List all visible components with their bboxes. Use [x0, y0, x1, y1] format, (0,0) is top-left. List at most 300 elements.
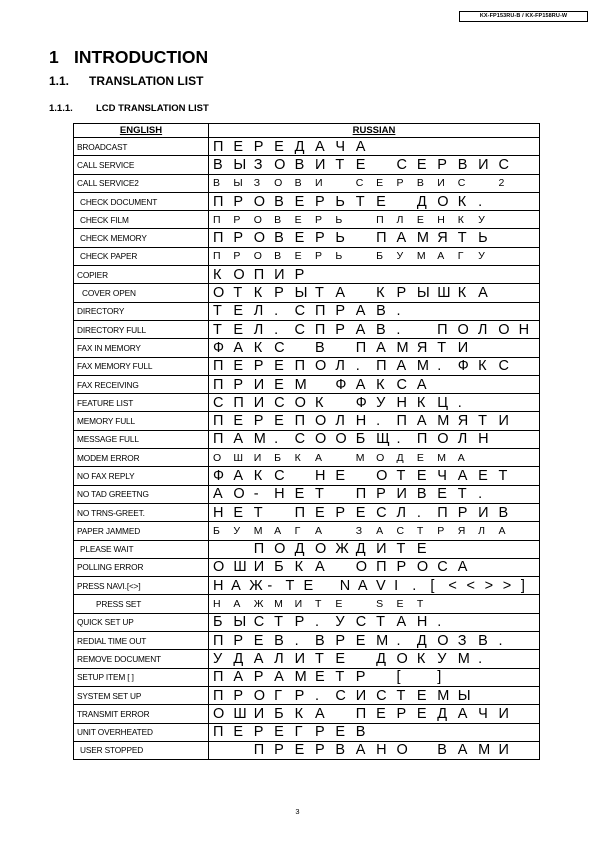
lcd-char: N: [339, 577, 351, 594]
lcd-char: И: [396, 486, 407, 503]
lcd-char: О: [498, 321, 510, 338]
english-term: PRESS SET: [74, 595, 209, 613]
lcd-char: П: [213, 669, 224, 686]
lcd-char: [: [396, 669, 401, 686]
russian-term: [209, 723, 540, 741]
lcd-char: Р: [233, 632, 244, 649]
lcd-char: Р: [253, 724, 264, 741]
russian-term: [209, 741, 540, 759]
lcd-char: Н: [376, 742, 387, 759]
lcd-char: П: [294, 504, 305, 521]
lcd-char: А: [376, 524, 384, 537]
lcd-char: Н: [314, 467, 326, 484]
lcd-char: П: [213, 687, 224, 704]
lcd-char: У: [376, 394, 386, 411]
lcd-char: Т: [396, 541, 406, 558]
lcd-char: М: [416, 250, 426, 263]
lcd-char: [335, 525, 355, 537]
english-term: CHECK MEMORY: [74, 229, 209, 247]
russian-term: [209, 577, 540, 595]
english-term: CALL SERVICE2: [74, 174, 209, 192]
russian-term: [209, 394, 540, 412]
lcd-char: .: [478, 193, 483, 210]
lcd-char: Е: [335, 598, 343, 611]
lcd-char: М: [457, 650, 470, 667]
lcd-char: С: [294, 431, 306, 448]
lcd-char: Т: [314, 598, 322, 611]
lcd-char: ]: [520, 577, 525, 594]
lcd-char: [478, 177, 498, 189]
lcd-char: О: [416, 559, 429, 576]
lcd-char: О: [314, 541, 327, 558]
lcd-char: Р: [314, 193, 325, 210]
lcd-char: А: [314, 138, 325, 155]
lcd-char: [335, 177, 355, 189]
english-term: NO TAD GREETNG: [74, 485, 209, 503]
lcd-char: Е: [294, 250, 302, 263]
lcd-char: В: [376, 303, 386, 320]
russian-term: [209, 449, 540, 467]
lcd-char: К: [314, 394, 324, 411]
lcd-char: Р: [253, 138, 264, 155]
english-term: DIRECTORY: [74, 302, 209, 320]
table-row: [74, 577, 540, 595]
lcd-char: В: [457, 156, 468, 173]
lcd-char: С: [396, 524, 405, 537]
lcd-char: [335, 452, 355, 464]
lcd-char: П: [294, 413, 305, 430]
lcd-char: .: [355, 358, 360, 375]
lcd-char: Е: [274, 138, 284, 155]
russian-term: [209, 540, 540, 558]
lcd-char: Л: [253, 321, 264, 338]
lcd-char: Е: [335, 650, 346, 667]
lcd-char: Ц: [437, 394, 449, 411]
lcd-char: М: [253, 431, 266, 448]
russian-lcd-characters: [209, 467, 539, 484]
lcd-char: Р: [396, 285, 407, 302]
lcd-char: .: [274, 303, 279, 320]
lcd-char: П: [355, 705, 367, 722]
lcd-char: Е: [294, 742, 305, 759]
lcd-char: Ы: [233, 177, 243, 190]
lcd-char: Е: [233, 138, 244, 155]
lcd-char: С: [376, 687, 387, 704]
lcd-char: К: [376, 376, 385, 393]
lcd-char: [233, 742, 253, 758]
lcd-char: И: [314, 177, 323, 190]
lcd-char: П: [213, 213, 221, 226]
model-tag: KX-FP153RU-B / KX-FP158RU-W: [459, 11, 588, 22]
lcd-char: I: [394, 577, 399, 594]
lcd-char: .: [478, 486, 483, 503]
lcd-char: В: [274, 250, 282, 263]
lcd-char: Л: [457, 431, 468, 448]
russian-term: [209, 632, 540, 650]
table-row: [74, 412, 540, 430]
lcd-char: Д: [376, 650, 386, 667]
lcd-char: А: [314, 705, 325, 722]
lcd-char: М: [437, 413, 450, 430]
lcd-char: В: [416, 177, 424, 190]
lcd-char: В: [294, 177, 302, 190]
russian-term: [209, 247, 540, 265]
lcd-char: [356, 651, 376, 667]
russian-term: [209, 613, 540, 631]
russian-term: [209, 503, 540, 521]
lcd-char: А: [498, 524, 506, 537]
lcd-char: О: [437, 632, 449, 649]
lcd-char: К: [294, 559, 304, 576]
lcd-char: Ь: [478, 230, 488, 247]
lcd-char: О: [457, 321, 469, 338]
lcd-char: А: [457, 742, 468, 759]
english-term: FAX MEMORY FULL: [74, 357, 209, 375]
lcd-char: С: [355, 614, 367, 631]
english-term: MESSAGE FULL: [74, 430, 209, 448]
lcd-char: Д: [416, 193, 427, 210]
lcd-char: П: [314, 321, 326, 338]
english-term: MEMORY FULL: [74, 412, 209, 430]
lcd-char: К: [416, 394, 426, 411]
lcd-char: К: [457, 285, 467, 302]
lcd-char: П: [213, 250, 221, 263]
russian-term: [209, 522, 540, 540]
lcd-char: Е: [416, 451, 424, 464]
table-row: [74, 320, 540, 338]
lcd-char: Ы: [294, 285, 308, 302]
lcd-char: Е: [376, 177, 384, 190]
lcd-char: М: [416, 358, 429, 375]
lcd-char: Т: [314, 650, 324, 667]
table-row: [74, 357, 540, 375]
table-row: [74, 156, 540, 174]
english-term: QUICK SET UP: [74, 613, 209, 631]
lcd-char: У: [478, 250, 485, 263]
lcd-char: О: [355, 559, 368, 576]
translation-table: [73, 123, 540, 760]
lcd-char: <: [466, 577, 475, 594]
russian-lcd-characters: [209, 412, 539, 429]
russian-term: [209, 156, 540, 174]
russian-lcd-characters: [209, 614, 539, 631]
lcd-char: А: [335, 285, 346, 302]
lcd-char: Ж: [253, 598, 264, 611]
lcd-char: И: [478, 504, 489, 521]
lcd-char: Р: [233, 376, 244, 393]
lcd-char: Е: [376, 705, 386, 722]
lcd-char: Л: [253, 303, 264, 320]
lcd-char: П: [233, 394, 244, 411]
lcd-char: 2: [498, 177, 505, 190]
lcd-char: А: [457, 467, 468, 484]
lcd-char: И: [274, 266, 285, 283]
lcd-char: А: [231, 577, 241, 594]
lcd-char: Щ: [376, 431, 390, 448]
english-term: COPIER: [74, 266, 209, 284]
lcd-char: О: [314, 431, 327, 448]
lcd-char: Р: [437, 156, 447, 173]
lcd-char: Р: [335, 321, 345, 338]
lcd-char: А: [416, 376, 427, 393]
lcd-char: [335, 340, 355, 356]
english-term: CHECK PAPER: [74, 247, 209, 265]
section-title: LCD TRANSLATION LIST: [96, 103, 209, 114]
lcd-char: В: [416, 486, 427, 503]
section-heading-2: [49, 74, 203, 88]
lcd-char: А: [274, 524, 282, 537]
lcd-char: С: [457, 177, 466, 190]
lcd-char: .: [396, 321, 401, 338]
lcd-char: К: [376, 285, 385, 302]
lcd-char: А: [233, 467, 244, 484]
lcd-char: Ч: [478, 705, 488, 722]
lcd-char: Р: [335, 504, 346, 521]
lcd-char: Т: [213, 321, 222, 338]
lcd-char: [335, 395, 355, 411]
lcd-char: Е: [294, 230, 305, 247]
russian-lcd-characters: [209, 431, 539, 448]
lcd-char: Е: [294, 486, 305, 503]
english-term: PAPER JAMMED: [74, 522, 209, 540]
section-heading-1: [49, 47, 208, 68]
lcd-char: Ш: [233, 559, 247, 576]
lcd-char: Р: [437, 524, 445, 537]
lcd-char: [213, 742, 233, 758]
russian-lcd-characters: [209, 669, 539, 686]
lcd-char: Ч: [335, 138, 346, 155]
lcd-char: П: [253, 266, 265, 283]
lcd-char: Д: [294, 138, 305, 155]
lcd-char: О: [213, 705, 225, 722]
lcd-char: Е: [233, 358, 244, 375]
russian-lcd-characters: [209, 156, 539, 173]
table-row: [74, 229, 540, 247]
lcd-char: И: [355, 687, 367, 704]
lcd-char: [376, 157, 396, 173]
table-row: [74, 266, 540, 284]
lcd-char: [295, 468, 315, 484]
lcd-char: Р: [335, 303, 346, 320]
lcd-char: О: [233, 486, 245, 503]
lcd-char: У: [396, 250, 404, 263]
lcd-char: Т: [233, 285, 243, 302]
russian-lcd-characters: [209, 376, 539, 393]
lcd-char: О: [376, 451, 385, 464]
lcd-char: Т: [376, 614, 385, 631]
lcd-char: П: [376, 358, 387, 375]
lcd-char: З: [253, 177, 261, 190]
lcd-char: Б: [274, 705, 284, 722]
russian-lcd-characters: [209, 229, 539, 246]
russian-lcd-characters: [209, 486, 539, 503]
lcd-char: Я: [457, 413, 469, 430]
lcd-char: П: [376, 213, 384, 226]
lcd-char: .: [274, 321, 279, 338]
russian-lcd-characters: [209, 358, 539, 375]
lcd-char: Т: [416, 524, 424, 537]
lcd-char: Д: [355, 541, 366, 558]
lcd-char: П: [376, 559, 387, 576]
lcd-char: Л: [335, 413, 345, 430]
lcd-char: С: [498, 358, 509, 375]
russian-term: [209, 705, 540, 723]
lcd-char: [417, 322, 437, 338]
lcd-char: А: [355, 742, 366, 759]
lcd-char: Е: [233, 724, 244, 741]
lcd-char: Р: [233, 687, 244, 704]
lcd-char: Е: [314, 669, 325, 686]
lcd-char: Т: [335, 156, 345, 173]
lcd-char: Е: [416, 687, 427, 704]
lcd-char: Е: [335, 467, 346, 484]
table-row: [74, 192, 540, 210]
lcd-char: М: [376, 632, 389, 649]
lcd-char: Ы: [416, 285, 430, 302]
russian-lcd-characters: [209, 284, 539, 301]
lcd-char: Т: [498, 467, 508, 484]
lcd-char: К: [457, 193, 467, 210]
english-term: COVER OPEN: [74, 284, 209, 302]
lcd-char: ]: [437, 669, 442, 686]
russian-lcd-characters: [209, 248, 539, 265]
english-term: REDIAL TIME OUT: [74, 632, 209, 650]
russian-lcd-characters: [209, 193, 539, 210]
russian-lcd-characters: [209, 339, 539, 356]
lcd-char: О: [437, 431, 449, 448]
english-term: FAX IN MEMORY: [74, 339, 209, 357]
lcd-char: Е: [274, 358, 284, 375]
lcd-char: О: [396, 650, 408, 667]
lcd-char: Р: [294, 687, 305, 704]
russian-lcd-characters: [209, 504, 539, 521]
russian-lcd-characters: [209, 175, 539, 192]
lcd-char: Р: [396, 559, 407, 576]
lcd-char: П: [396, 413, 407, 430]
lcd-char: [356, 468, 376, 484]
lcd-char: Ы: [233, 614, 247, 631]
lcd-char: А: [233, 598, 241, 611]
section-number: 1: [49, 47, 59, 67]
lcd-char: Р: [376, 486, 386, 503]
page-number: 3: [295, 807, 300, 816]
lcd-char: И: [457, 339, 469, 356]
table-row: [74, 284, 540, 302]
lcd-char: С: [498, 156, 509, 173]
table-row: [74, 613, 540, 631]
lcd-char: С: [376, 504, 387, 521]
russian-lcd-characters: [209, 211, 539, 228]
lcd-char: Т: [355, 193, 365, 210]
table-row: [74, 485, 540, 503]
lcd-char: [356, 230, 376, 246]
table-row: [74, 741, 540, 759]
lcd-char: Е: [294, 193, 305, 210]
lcd-char: И: [314, 156, 326, 173]
lcd-char: А: [457, 559, 468, 576]
lcd-char: И: [478, 156, 489, 173]
lcd-char: О: [213, 559, 225, 576]
lcd-char: К: [253, 467, 263, 484]
lcd-char: С: [437, 559, 448, 576]
russian-term: [209, 229, 540, 247]
lcd-char: У: [233, 524, 241, 537]
lcd-char: [356, 598, 376, 610]
russian-term: [209, 339, 540, 357]
english-term: BROADCAST: [74, 138, 209, 156]
lcd-char: П: [294, 358, 305, 375]
lcd-char: М: [437, 451, 447, 464]
russian-lcd-characters: [209, 138, 539, 155]
table-row: [74, 375, 540, 393]
english-term: SETUP ITEM [ ]: [74, 668, 209, 686]
lcd-char: Р: [294, 266, 305, 283]
lcd-char: В: [437, 742, 447, 759]
lcd-char: Р: [314, 724, 325, 741]
lcd-char: Е: [416, 467, 427, 484]
lcd-char: Р: [314, 250, 322, 263]
lcd-char: Р: [274, 742, 284, 759]
lcd-char: Т: [396, 467, 406, 484]
lcd-char: О: [437, 193, 449, 210]
lcd-char: Т: [253, 504, 263, 521]
english-term: CALL SERVICE: [74, 156, 209, 174]
lcd-char: Д: [437, 705, 448, 722]
lcd-char: В: [213, 177, 221, 190]
lcd-char: И: [253, 559, 265, 576]
lcd-char: Д: [416, 632, 427, 649]
lcd-char: Н: [518, 321, 530, 338]
lcd-char: Е: [233, 321, 244, 338]
lcd-char: Е: [274, 724, 284, 741]
lcd-char: А: [253, 650, 264, 667]
lcd-char: А: [314, 559, 325, 576]
table-row: [74, 467, 540, 485]
lcd-char: О: [274, 156, 286, 173]
lcd-char: А: [233, 669, 244, 686]
table-row: [74, 595, 540, 613]
section-number: 1.1.1.: [49, 103, 73, 114]
table-row: [74, 302, 540, 320]
lcd-char: О: [335, 431, 347, 448]
lcd-char: К: [457, 213, 464, 226]
english-term: FAX RECEIVING: [74, 375, 209, 393]
lcd-char: М: [294, 376, 307, 393]
lcd-char: [356, 250, 376, 262]
lcd-char: П: [314, 303, 326, 320]
lcd-char: >: [484, 577, 494, 594]
russian-lcd-characters: [209, 742, 539, 759]
lcd-char: Б: [355, 431, 366, 448]
lcd-char: В: [355, 724, 366, 741]
lcd-char: [376, 669, 396, 685]
section-number: 1.1.: [49, 74, 70, 88]
lcd-char: Е: [233, 413, 244, 430]
lcd-char: А: [314, 524, 322, 537]
lcd-char: .: [412, 577, 417, 594]
english-term: MODEM ERROR: [74, 449, 209, 467]
lcd-char: А: [355, 138, 366, 155]
lcd-char: А: [437, 250, 445, 263]
lcd-char: Г: [294, 724, 303, 741]
lcd-char: .: [376, 413, 381, 430]
lcd-char: [315, 377, 335, 393]
table-row: [74, 394, 540, 412]
lcd-char: Е: [355, 504, 366, 521]
lcd-char: Е: [233, 303, 244, 320]
table-row: [74, 339, 540, 357]
lcd-char: А: [274, 669, 284, 686]
